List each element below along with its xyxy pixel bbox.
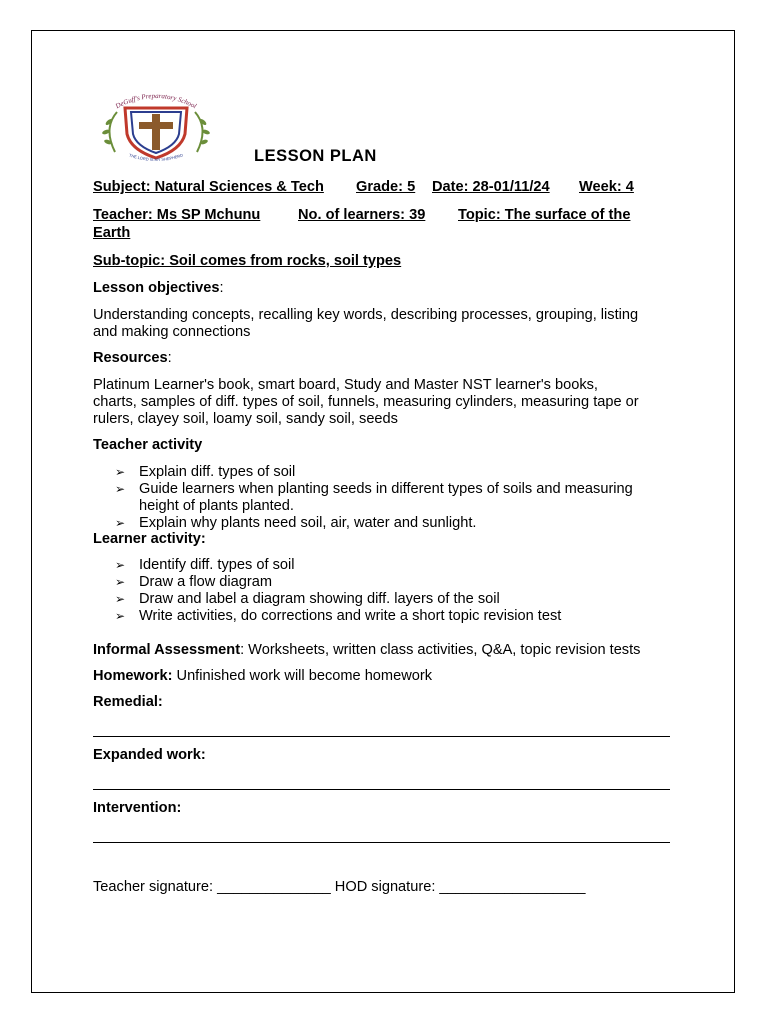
list-item: ➢ Draw and label a diagram showing diff. layers of the soil <box>115 591 500 607</box>
remedial-line[interactable] <box>93 736 670 737</box>
learner-activity-heading: Learner activity: <box>93 531 206 547</box>
signature-line: Teacher signature: ______________ HOD signature: __________________ <box>93 879 586 895</box>
date-field: Date: 28-01/11/24 <box>432 179 550 195</box>
resources-text-1: Platinum Learner's book, smart board, Study and Master NST learner's books, <box>93 377 598 393</box>
page-title: LESSON PLAN <box>254 147 377 165</box>
arrow-bullet-icon: ➢ <box>115 516 126 530</box>
laurel-left-icon <box>102 112 117 152</box>
learner-activity-list <box>115 557 685 625</box>
expanded-work-heading: Expanded work: <box>93 747 206 763</box>
topic-continuation: Earth <box>93 225 131 241</box>
assessment-line: Informal Assessment: Worksheets, written class activities, Q&A, topic revision tests <box>93 642 641 658</box>
arrow-bullet-icon: ➢ <box>115 609 126 623</box>
svg-text:DeGuff's Preparatory School: DeGuff's Preparatory School <box>114 91 198 111</box>
resources-heading: Resources: <box>93 350 172 366</box>
learners-field: No. of learners: 39 <box>298 207 426 223</box>
intervention-line[interactable] <box>93 842 670 843</box>
remedial-heading: Remedial: <box>93 694 163 710</box>
school-logo <box>97 90 215 162</box>
list-item: ➢ Draw a flow diagram <box>115 574 273 590</box>
teacher-field: Teacher: Ms SP Mchunu <box>93 207 261 223</box>
subtopic-field: Sub-topic: Soil comes from rocks, soil types <box>93 253 402 269</box>
resources-text-3: rulers, clayey soil, loamy soil, sandy soil, seeds <box>93 411 398 427</box>
list-item: ➢ Write activities, do corrections and write a short topic revision test <box>115 608 562 624</box>
teacher-activity-heading: Teacher activity <box>93 437 203 453</box>
header-row-2 <box>93 207 683 224</box>
objectives-text-2: and making connections <box>93 324 251 340</box>
list-item: ➢ Guide learners when planting seeds in different types of soils and measuring <box>115 481 633 497</box>
arrow-bullet-icon: ➢ <box>115 465 126 479</box>
list-item: ➢ Explain why plants need soil, air, water and sunlight. <box>115 515 477 531</box>
teacher-activity-list <box>115 464 685 532</box>
list-item: ➢ Identify diff. types of soil <box>115 557 295 573</box>
header-row-1 <box>93 179 683 196</box>
svg-text:THE LORD IS MY SHEPHERD: THE LORD IS MY SHEPHERD <box>128 152 184 162</box>
week-field: Week: 4 <box>579 179 634 195</box>
objectives-heading: Lesson objectives: <box>93 280 224 296</box>
expanded-work-line[interactable] <box>93 789 670 790</box>
grade-field: Grade: 5 <box>356 179 416 195</box>
objectives-text-1: Understanding concepts, recalling key words, describing processes, grouping, listing <box>93 307 639 323</box>
arrow-bullet-icon: ➢ <box>115 482 126 496</box>
arrow-bullet-icon: ➢ <box>115 558 126 572</box>
arrow-bullet-icon: ➢ <box>115 575 126 589</box>
homework-line: Homework: Unfinished work will become homework <box>93 668 433 684</box>
topic-field: Topic: The surface of the <box>458 207 631 223</box>
list-item: ➢ Explain diff. types of soil <box>115 464 296 480</box>
arrow-bullet-icon: ➢ <box>115 592 126 606</box>
laurel-right-icon <box>195 112 210 152</box>
list-item-continuation: height of plants planted. <box>139 498 294 514</box>
resources-text-2: charts, samples of diff. types of soil, funnels, measuring cylinders, measuring tape or <box>93 394 639 410</box>
subject-field: Subject: Natural Sciences & Tech <box>93 179 324 195</box>
intervention-heading: Intervention: <box>93 800 182 816</box>
